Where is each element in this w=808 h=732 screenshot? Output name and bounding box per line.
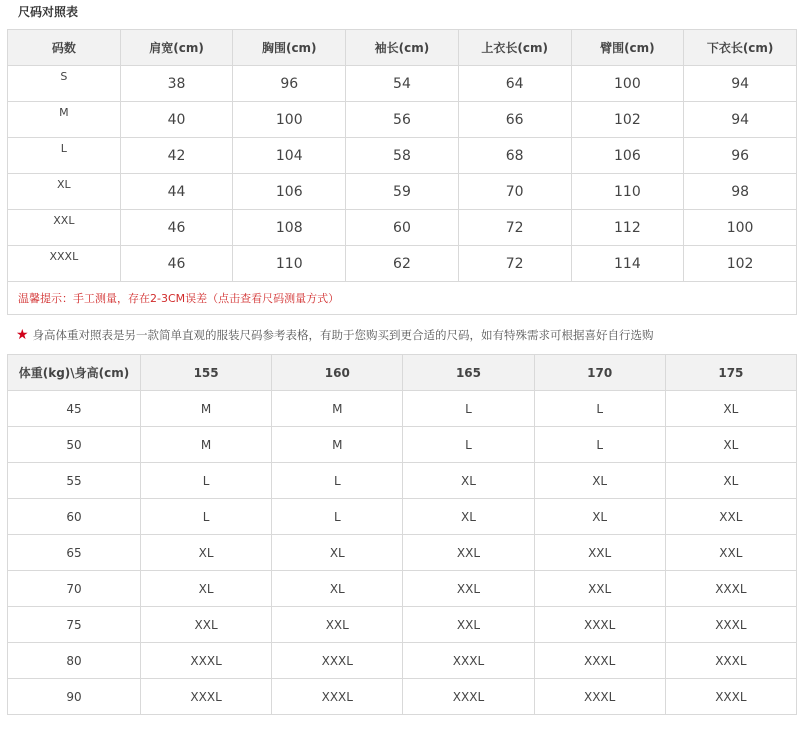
table-cell: 45 xyxy=(8,391,141,427)
table-cell: 94 xyxy=(684,102,797,138)
table-cell: 38 xyxy=(120,66,233,102)
table-cell: XL xyxy=(665,463,796,499)
size-table-header: 肩宽(cm) xyxy=(120,30,233,66)
table-cell: XL xyxy=(272,535,403,571)
table-cell: 98 xyxy=(684,174,797,210)
table-row xyxy=(8,246,797,282)
table-cell: 102 xyxy=(684,246,797,282)
table-row xyxy=(8,607,797,643)
table-cell: XXXL xyxy=(8,246,121,282)
table-cell: 56 xyxy=(346,102,459,138)
table-cell: 46 xyxy=(120,210,233,246)
table-row xyxy=(8,427,797,463)
table-cell: 100 xyxy=(571,66,684,102)
table-cell: 68 xyxy=(458,138,571,174)
table-cell: L xyxy=(272,463,403,499)
table-cell: XXL xyxy=(403,535,534,571)
table-cell: XL xyxy=(534,499,665,535)
table-cell: XXXL xyxy=(534,679,665,715)
table-cell: XXL xyxy=(272,607,403,643)
size-table-header: 下衣长(cm) xyxy=(684,30,797,66)
table-cell: L xyxy=(8,138,121,174)
size-table-header-row xyxy=(8,30,797,66)
table-cell: XXXL xyxy=(665,643,796,679)
table-cell: 106 xyxy=(571,138,684,174)
table-cell: M xyxy=(141,427,272,463)
size-table-header: 胸围(cm) xyxy=(233,30,346,66)
table-cell: 54 xyxy=(346,66,459,102)
table-cell: 80 xyxy=(8,643,141,679)
table-cell: XL xyxy=(8,174,121,210)
table-cell: XXXL xyxy=(665,571,796,607)
table-cell: XXL xyxy=(403,607,534,643)
table-cell: 62 xyxy=(346,246,459,282)
page-title: 尺码对照表 xyxy=(18,5,79,19)
table-cell: XXL xyxy=(403,571,534,607)
table-cell: 90 xyxy=(8,679,141,715)
table-cell: L xyxy=(141,463,272,499)
table-cell: 64 xyxy=(458,66,571,102)
weight-table-header: 170 xyxy=(534,355,665,391)
table-cell: 112 xyxy=(571,210,684,246)
table-cell: XXL xyxy=(534,571,665,607)
table-row xyxy=(8,391,797,427)
table-cell: L xyxy=(403,391,534,427)
table-cell: L xyxy=(534,391,665,427)
table-cell: XL xyxy=(141,571,272,607)
table-cell: XL xyxy=(403,463,534,499)
table-cell: XXXL xyxy=(272,643,403,679)
table-cell: XXXL xyxy=(665,607,796,643)
table-cell: 66 xyxy=(458,102,571,138)
table-cell: 108 xyxy=(233,210,346,246)
table-cell: XXXL xyxy=(534,643,665,679)
size-table-header: 码数 xyxy=(8,30,121,66)
table-cell: XXXL xyxy=(403,643,534,679)
table-cell: XL xyxy=(665,427,796,463)
weight-table-header: 160 xyxy=(272,355,403,391)
table-cell: XXL xyxy=(8,210,121,246)
table-cell: M xyxy=(8,102,121,138)
table-cell: 114 xyxy=(571,246,684,282)
size-table-header: 臂围(cm) xyxy=(571,30,684,66)
table-cell: XXL xyxy=(534,535,665,571)
table-cell: 96 xyxy=(684,138,797,174)
table-cell: XXL xyxy=(141,607,272,643)
table-cell: L xyxy=(403,427,534,463)
table-row xyxy=(8,571,797,607)
table-cell: 102 xyxy=(571,102,684,138)
table-cell: XL xyxy=(403,499,534,535)
table-cell: XL xyxy=(272,571,403,607)
table-cell: XL xyxy=(665,391,796,427)
table-row xyxy=(8,174,797,210)
table-cell: S xyxy=(8,66,121,102)
table-cell: 46 xyxy=(120,246,233,282)
weight-table-header: 175 xyxy=(665,355,796,391)
table-cell: 40 xyxy=(120,102,233,138)
height-weight-note-text: 身高体重对照表是另一款简单直观的服装尺码参考表格，有助于您购买到更合适的尺码，如有特殊需求可根据喜好自行选购 xyxy=(32,328,654,342)
table-cell: 42 xyxy=(120,138,233,174)
measure-method-link[interactable]: （点击查看尺码测量方式） xyxy=(207,292,340,305)
table-cell: 50 xyxy=(8,427,141,463)
table-cell: 70 xyxy=(8,571,141,607)
table-cell: 96 xyxy=(233,66,346,102)
table-row xyxy=(8,138,797,174)
table-cell: L xyxy=(272,499,403,535)
size-table-header: 袖长(cm) xyxy=(346,30,459,66)
table-cell: XXXL xyxy=(141,643,272,679)
table-cell: 60 xyxy=(8,499,141,535)
notice-text: 温馨提示：手工测量，存在2-3CM误差 xyxy=(18,292,208,305)
table-cell: XL xyxy=(534,463,665,499)
table-cell: 106 xyxy=(233,174,346,210)
table-cell: XXL xyxy=(665,535,796,571)
table-cell: 72 xyxy=(458,210,571,246)
table-cell: XXXL xyxy=(534,607,665,643)
table-cell: 100 xyxy=(684,210,797,246)
weight-table-header: 155 xyxy=(141,355,272,391)
table-cell: 110 xyxy=(571,174,684,210)
table-cell: XXL xyxy=(665,499,796,535)
height-weight-note xyxy=(16,325,654,345)
table-cell: 65 xyxy=(8,535,141,571)
table-cell: XXXL xyxy=(403,679,534,715)
table-cell: XXXL xyxy=(272,679,403,715)
table-cell: 100 xyxy=(233,102,346,138)
table-row xyxy=(8,643,797,679)
table-cell: XXXL xyxy=(665,679,796,715)
table-cell: M xyxy=(141,391,272,427)
table-row xyxy=(8,66,797,102)
weight-table-header: 体重(kg)\身高(cm) xyxy=(8,355,141,391)
table-cell: XXXL xyxy=(141,679,272,715)
table-cell: L xyxy=(141,499,272,535)
table-cell: 60 xyxy=(346,210,459,246)
table-cell: 110 xyxy=(233,246,346,282)
table-cell: 104 xyxy=(233,138,346,174)
weight-table-header-row xyxy=(8,355,797,391)
size-chart-table xyxy=(7,29,797,315)
table-cell: 70 xyxy=(458,174,571,210)
table-row xyxy=(8,535,797,571)
table-row xyxy=(8,463,797,499)
table-row xyxy=(8,499,797,535)
table-cell: 94 xyxy=(684,66,797,102)
star-icon: ★ xyxy=(16,327,29,343)
table-cell: XL xyxy=(141,535,272,571)
table-row xyxy=(8,679,797,715)
table-cell: M xyxy=(272,391,403,427)
table-row xyxy=(8,210,797,246)
table-cell: M xyxy=(272,427,403,463)
table-cell: 55 xyxy=(8,463,141,499)
size-notice-row xyxy=(8,282,797,315)
table-cell: 58 xyxy=(346,138,459,174)
table-cell: L xyxy=(534,427,665,463)
table-cell: 44 xyxy=(120,174,233,210)
weight-table-header: 165 xyxy=(403,355,534,391)
table-row xyxy=(8,102,797,138)
table-cell: 59 xyxy=(346,174,459,210)
size-table-header: 上衣长(cm) xyxy=(458,30,571,66)
size-notice xyxy=(8,282,797,315)
height-weight-table xyxy=(7,354,797,715)
table-cell: 75 xyxy=(8,607,141,643)
table-cell: 72 xyxy=(458,246,571,282)
